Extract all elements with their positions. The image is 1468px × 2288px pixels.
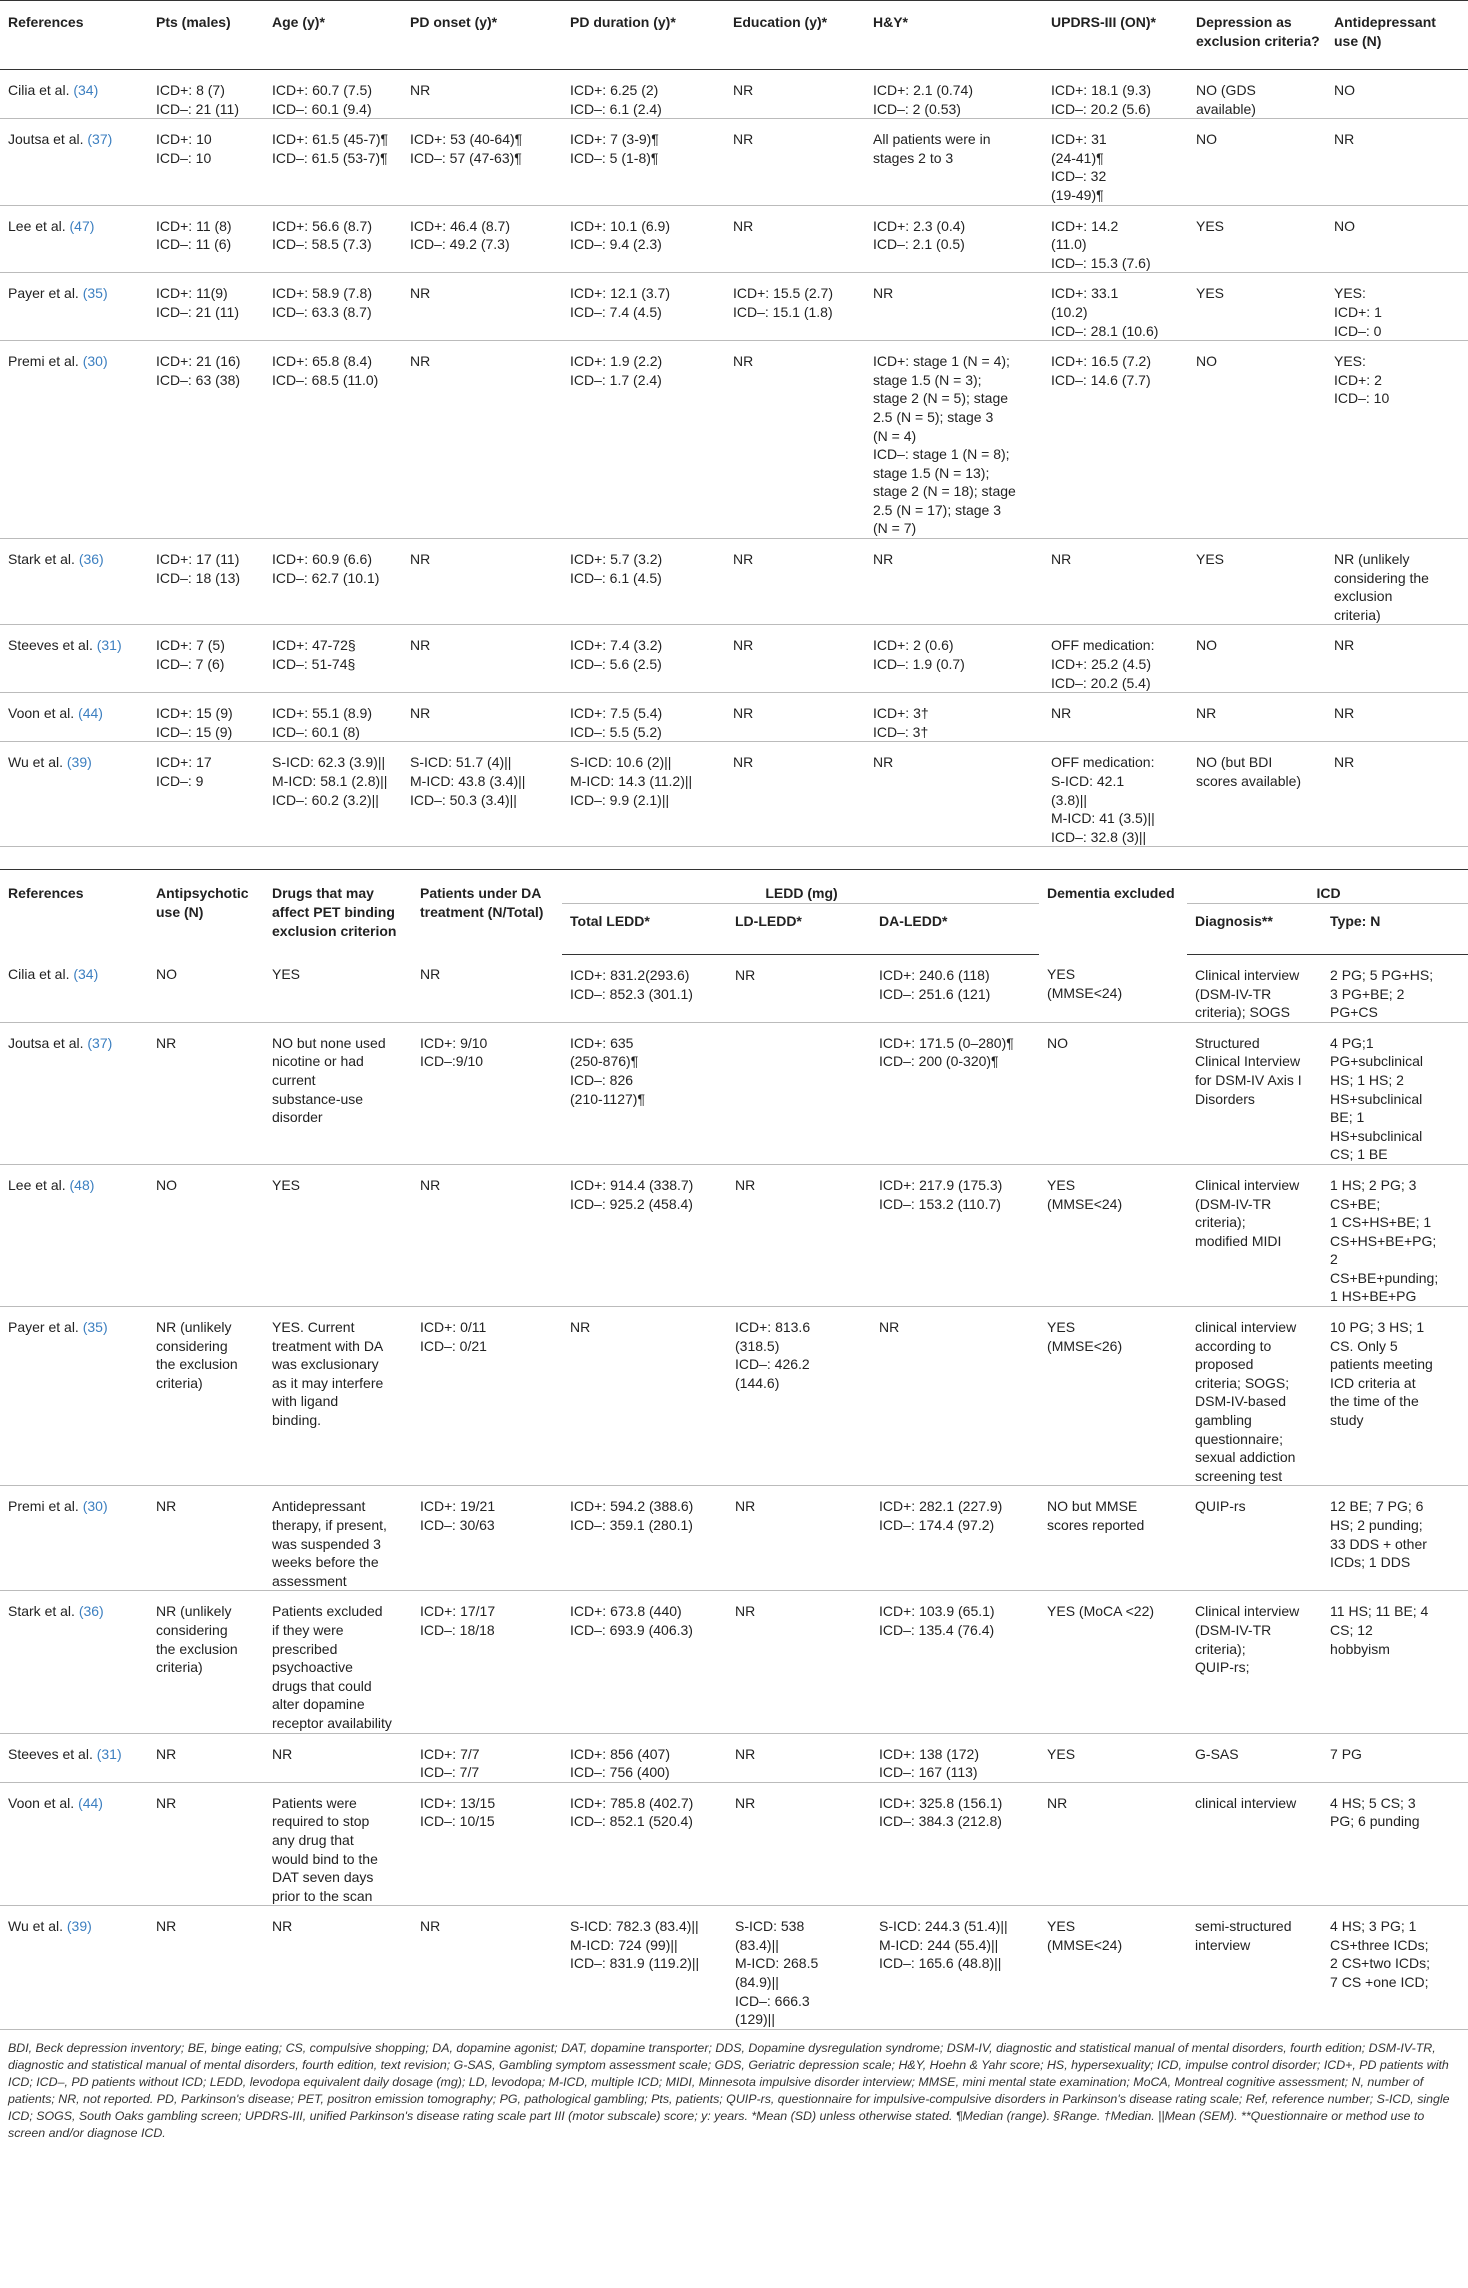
cell-reference: [0, 119, 148, 205]
col-header-total-ledd: Total LEDD*: [562, 903, 727, 954]
cell-reference: [0, 1906, 148, 2030]
cell-hy: ICD+: 2.3 (0.4) ICD–: 2.1 (0.5): [865, 205, 1043, 273]
cell-reference: [0, 205, 148, 273]
cell-antipsychotic: NR (unlikely considering the exclusion criteria): [148, 1307, 264, 1486]
cell-antipsychotic: NR: [148, 1906, 264, 2030]
table-row: [0, 119, 1468, 205]
reference-name: Lee et al.: [8, 217, 66, 234]
col-header-pd-onset: PD onset (y)*: [402, 1, 562, 70]
cell-onset: S-ICD: 51.7 (4)|| M-ICD: 43.8 (3.4)|| ICD–: 50.3 (3.4)||: [402, 742, 562, 847]
cell-updrs: NR: [1043, 693, 1188, 742]
reference-name: Cilia et al.: [8, 966, 70, 983]
cell-updrs: NR: [1043, 539, 1188, 625]
cell-drugs: NO but none used nicotine or had current substance-use disorder: [264, 1022, 412, 1164]
table-footnote: BDI, Beck depression inventory; BE, binge eating; CS, compulsive shopping; DA, dopamine agonist; DAT, dopamine transporter; DDS, Dopamine dysregulation syndrome; DSM-IV, diagnostic and statistical manual of mental disorders, fourth edition; DSM-IV-TR, diagnostic and statistical manual of mental disorders, fourth edition, text revision; G-SAS, Gambling symptom assessment scale; GDS, Geriatric depression scale; H&Y, Hoehn & Yahr score; HS, hypersexuality; ICD, impulse control disorder; ICD+, PD patients with ICD; ICD–, PD patients without ICD; LEDD, levodopa equivalent daily dosage (mg); LD, levodopa; M-ICD, multiple ICD; MIDI, Minnesota impulsive disorder interview; MMSE, mini mental state examination; MoCA, Montreal cognitive assessment; N, number of patients; NR, not reported. PD, Parkinson's disease; PET, positron emission tomography; PG, pathological gambling; Pts, patients; QUIP-rs, questionnaire for impulsive-compulsive disorders in Parkinson's disease rating scale; Ref, reference number; S-ICD, single ICD; SOGS, South Oaks gambling screen; UPDRS-III, unified Parkinson's disease rating scale part III (motor subscale) score; y: years. *Mean (SD) unless otherwise stated. ¶Median (range). §Range. †Median. ||Mean (SEM). **Questionnaire or method use to screen and/or diagnose ICD.: [8, 2040, 1450, 2140]
cell-diagnosis: clinical interview: [1187, 1782, 1322, 1906]
table-2-header-row-1: [0, 870, 1468, 904]
cell-antipsychotic: NR: [148, 1022, 264, 1164]
reference-link[interactable]: (35): [82, 1319, 108, 1336]
cell-onset: ICD+: 46.4 (8.7) ICD–: 49.2 (7.3): [402, 205, 562, 273]
reference-name: Payer et al.: [8, 1319, 79, 1336]
reference-link[interactable]: (34): [73, 966, 99, 983]
col-header-da-ledd: DA-LEDD*: [871, 903, 1039, 954]
col-header-da-treatment: Patients under DA treatment (N/Total): [412, 870, 562, 955]
table-2-treatment: [0, 869, 1468, 2029]
cell-updrs: OFF medication: ICD+: 25.2 (4.5) ICD–: 20.2 (5.4): [1043, 625, 1188, 693]
table-1-body: [0, 70, 1468, 847]
cell-diagnosis: semi-structured interview: [1187, 1906, 1322, 2030]
table-row: [0, 1782, 1468, 1906]
cell-onset: ICD+: 53 (40-64)¶ ICD–: 57 (47-63)¶: [402, 119, 562, 205]
cell-reference: [0, 273, 148, 341]
table-row: [0, 1591, 1468, 1733]
cell-antidepressant: NR: [1326, 119, 1468, 205]
cell-dementia: YES (MMSE<24): [1039, 954, 1187, 1022]
reference-name: Lee et al.: [8, 1176, 66, 1193]
cell-da-treatment: ICD+: 13/15 ICD–: 10/15: [412, 1782, 562, 1906]
reference-link[interactable]: (44): [78, 1794, 103, 1811]
cell-antipsychotic: NR: [148, 1733, 264, 1782]
cell-duration: ICD+: 7.4 (3.2) ICD–: 5.6 (2.5): [562, 625, 725, 693]
cell-antipsychotic: NR (unlikely considering the exclusion criteria): [148, 1591, 264, 1733]
table-row: [0, 693, 1468, 742]
cell-hy: ICD+: 3† ICD–: 3†: [865, 693, 1043, 742]
cell-da-treatment: ICD+: 0/11 ICD–: 0/21: [412, 1307, 562, 1486]
cell-education: ICD+: 15.5 (2.7) ICD–: 15.1 (1.8): [725, 273, 865, 341]
reference-name: Wu et al.: [8, 1918, 63, 1935]
cell-total-ledd: ICD+: 785.8 (402.7) ICD–: 852.1 (520.4): [562, 1782, 727, 1906]
cell-duration: ICD+: 1.9 (2.2) ICD–: 1.7 (2.4): [562, 341, 725, 539]
cell-antipsychotic: NR: [148, 1486, 264, 1591]
cell-updrs: ICD+: 33.1 (10.2) ICD–: 28.1 (10.6): [1043, 273, 1188, 341]
cell-reference: [0, 70, 148, 119]
reference-name: Cilia et al.: [8, 82, 70, 98]
cell-updrs: OFF medication: S-ICD: 42.1 (3.8)|| M-ICD: 41 (3.5)|| ICD–: 32.8 (3)||: [1043, 742, 1188, 847]
cell-onset: NR: [402, 273, 562, 341]
cell-da-treatment: ICD+: 9/10 ICD–:9/10: [412, 1022, 562, 1164]
col-header-diagnosis: Diagnosis**: [1187, 903, 1322, 954]
cell-onset: NR: [402, 539, 562, 625]
table-row: [0, 1733, 1468, 1782]
cell-age: ICD+: 60.7 (7.5) ICD–: 60.1 (9.4): [264, 70, 402, 119]
cell-drugs: Antidepressant therapy, if present, was suspended 3 weeks before the assessment: [264, 1486, 412, 1591]
reference-name: Joutsa et al.: [8, 1034, 84, 1051]
cell-total-ledd: ICD+: 635 (250-876)¶ ICD–: 826 (210-1127)¶: [562, 1022, 727, 1164]
reference-link[interactable]: (44): [78, 705, 103, 722]
cell-dementia: YES (MMSE<26): [1039, 1307, 1187, 1486]
cell-age: ICD+: 55.1 (8.9) ICD–: 60.1 (8): [264, 693, 402, 742]
cell-diagnosis: clinical interview according to proposed criteria; SOGS; DSM-IV-based gambling questionnaire; sexual addiction screening test: [1187, 1307, 1322, 1486]
cell-da-treatment: NR: [412, 954, 562, 1022]
col-header-age: Age (y)*: [264, 1, 402, 70]
cell-age: ICD+: 47-72§ ICD–: 51-74§: [264, 625, 402, 693]
cell-da-treatment: ICD+: 17/17 ICD–: 18/18: [412, 1591, 562, 1733]
cell-da-ledd: ICD+: 103.9 (65.1) ICD–: 135.4 (76.4): [871, 1591, 1039, 1733]
cell-pts: ICD+: 8 (7) ICD–: 21 (11): [148, 70, 264, 119]
cell-reference: [0, 1022, 148, 1164]
reference-name: Voon et al.: [8, 1794, 75, 1811]
reference-link[interactable]: (37): [87, 1034, 113, 1051]
cell-total-ledd: ICD+: 831.2(293.6) ICD–: 852.3 (301.1): [562, 954, 727, 1022]
table-2-body: [0, 954, 1468, 2029]
cell-hy: NR: [865, 539, 1043, 625]
cell-da-ledd: ICD+: 171.5 (0–280)¶ ICD–: 200 (0-320)¶: [871, 1022, 1039, 1164]
cell-diagnosis: Clinical interview (DSM-IV-TR criteria); QUIP-rs;: [1187, 1591, 1322, 1733]
cell-updrs: ICD+: 16.5 (7.2) ICD–: 14.6 (7.7): [1043, 341, 1188, 539]
table-row: [0, 1307, 1468, 1486]
cell-drugs: YES: [264, 954, 412, 1022]
cell-total-ledd: S-ICD: 782.3 (83.4)|| M-ICD: 724 (99)|| ICD–: 831.9 (119.2)||: [562, 1906, 727, 2030]
cell-antidepressant: YES: ICD+: 2 ICD–: 10: [1326, 341, 1468, 539]
reference-name: Steeves et al.: [8, 637, 93, 654]
reference-name: Premi et al.: [8, 1498, 79, 1515]
reference-name: Joutsa et al.: [8, 131, 84, 148]
cell-onset: NR: [402, 341, 562, 539]
col-header-pd-duration: PD duration (y)*: [562, 1, 725, 70]
cell-updrs: ICD+: 31 (24-41)¶ ICD–: 32 (19-49)¶: [1043, 119, 1188, 205]
cell-depression: YES: [1188, 205, 1326, 273]
cell-reference: [0, 1782, 148, 1906]
cell-education: NR: [725, 205, 865, 273]
cell-type: 1 HS; 2 PG; 3 CS+BE; 1 CS+HS+BE; 1 CS+HS+BE+PG; 2 CS+BE+punding; 1 HS+BE+PG: [1322, 1164, 1468, 1306]
cell-drugs: YES: [264, 1164, 412, 1306]
cell-da-ledd: ICD+: 325.8 (156.1) ICD–: 384.3 (212.8): [871, 1782, 1039, 1906]
cell-reference: [0, 1733, 148, 1782]
cell-reference: [0, 625, 148, 693]
reference-link[interactable]: (37): [87, 131, 113, 148]
cell-ld-ledd: NR: [727, 1733, 871, 1782]
cell-ld-ledd: NR: [727, 1486, 871, 1591]
cell-depression: NO (but BDI scores available): [1188, 742, 1326, 847]
cell-reference: [0, 742, 148, 847]
cell-hy: ICD+: 2.1 (0.74) ICD–: 2 (0.53): [865, 70, 1043, 119]
cell-age: ICD+: 60.9 (6.6) ICD–: 62.7 (10.1): [264, 539, 402, 625]
col-group-icd: ICD: [1187, 870, 1468, 904]
cell-age: ICD+: 65.8 (8.4) ICD–: 68.5 (11.0): [264, 341, 402, 539]
reference-link[interactable]: (48): [69, 1176, 95, 1193]
cell-da-treatment: NR: [412, 1906, 562, 2030]
table-row: [0, 273, 1468, 341]
cell-pts: ICD+: 7 (5) ICD–: 7 (6): [148, 625, 264, 693]
cell-ld-ledd: S-ICD: 538 (83.4)|| M-ICD: 268.5 (84.9)|| ICD–: 666.3 (129)||: [727, 1906, 871, 2030]
col-header-antipsychotic: Antipsychotic use (N): [148, 870, 264, 955]
cell-duration: S-ICD: 10.6 (2)|| M-ICD: 14.3 (11.2)|| ICD–: 9.9 (2.1)||: [562, 742, 725, 847]
cell-education: NR: [725, 742, 865, 847]
table-row: [0, 742, 1468, 847]
reference-link[interactable]: (36): [78, 551, 104, 568]
table-row: [0, 341, 1468, 539]
cell-duration: ICD+: 7 (3-9)¶ ICD–: 5 (1-8)¶: [562, 119, 725, 205]
cell-diagnosis: Clinical interview (DSM-IV-TR criteria); modified MIDI: [1187, 1164, 1322, 1306]
cell-hy: NR: [865, 273, 1043, 341]
cell-depression: NO: [1188, 625, 1326, 693]
cell-da-treatment: ICD+: 7/7 ICD–: 7/7: [412, 1733, 562, 1782]
col-header-references-2: References: [0, 870, 148, 955]
cell-duration: ICD+: 12.1 (3.7) ICD–: 7.4 (4.5): [562, 273, 725, 341]
cell-education: NR: [725, 119, 865, 205]
cell-pts: ICD+: 10 ICD–: 10: [148, 119, 264, 205]
cell-pts: ICD+: 21 (16) ICD–: 63 (38): [148, 341, 264, 539]
cell-dementia: YES (MoCA <22): [1039, 1591, 1187, 1733]
cell-diagnosis: QUIP-rs: [1187, 1486, 1322, 1591]
cell-duration: ICD+: 6.25 (2) ICD–: 6.1 (2.4): [562, 70, 725, 119]
cell-antidepressant: NO: [1326, 70, 1468, 119]
cell-da-ledd: ICD+: 240.6 (118) ICD–: 251.6 (121): [871, 954, 1039, 1022]
col-header-dementia: Dementia excluded: [1039, 870, 1187, 955]
cell-age: S-ICD: 62.3 (3.9)|| M-ICD: 58.1 (2.8)|| ICD–: 60.2 (3.2)||: [264, 742, 402, 847]
reference-link[interactable]: (39): [66, 754, 92, 771]
reference-name: Payer et al.: [8, 285, 79, 302]
cell-updrs: ICD+: 18.1 (9.3) ICD–: 20.2 (5.6): [1043, 70, 1188, 119]
cell-dementia: NO: [1039, 1022, 1187, 1164]
reference-name: Wu et al.: [8, 754, 63, 771]
cell-reference: [0, 693, 148, 742]
cell-dementia: NR: [1039, 1782, 1187, 1906]
table-row: [0, 954, 1468, 1022]
col-header-education: Education (y)*: [725, 1, 865, 70]
cell-education: NR: [725, 70, 865, 119]
col-header-pts: Pts (males): [148, 1, 264, 70]
cell-type: 4 HS; 3 PG; 1 CS+three ICDs; 2 CS+two ICDs; 7 CS +one ICD;: [1322, 1906, 1468, 2030]
cell-antidepressant: NO: [1326, 205, 1468, 273]
reference-link[interactable]: (30): [82, 353, 108, 370]
cell-antipsychotic: NO: [148, 954, 264, 1022]
cell-type: 12 BE; 7 PG; 6 HS; 2 punding; 33 DDS + other ICDs; 1 DDS: [1322, 1486, 1468, 1591]
col-header-depression: Depression as exclusion criteria?: [1188, 1, 1326, 70]
cell-duration: ICD+: 5.7 (3.2) ICD–: 6.1 (4.5): [562, 539, 725, 625]
table-row: [0, 625, 1468, 693]
cell-depression: YES: [1188, 539, 1326, 625]
cell-total-ledd: ICD+: 594.2 (388.6) ICD–: 359.1 (280.1): [562, 1486, 727, 1591]
cell-hy: All patients were in stages 2 to 3: [865, 119, 1043, 205]
cell-hy: ICD+: stage 1 (N = 4); stage 1.5 (N = 3); stage 2 (N = 5); stage 2.5 (N = 5); stage 3 (N = 4) ICD–: stage 1 (N = 8); stage 1.5 (N = 13); stage 2 (N = 18); stage 2.5 (N = 17); stage 3 (N = 7): [865, 341, 1043, 539]
cell-dementia: YES (MMSE<24): [1039, 1164, 1187, 1306]
cell-onset: NR: [402, 70, 562, 119]
col-header-references: References: [0, 1, 148, 70]
cell-dementia: YES: [1039, 1733, 1187, 1782]
reference-link[interactable]: (39): [66, 1918, 92, 1935]
cell-antipsychotic: NR: [148, 1782, 264, 1906]
cell-age: ICD+: 56.6 (8.7) ICD–: 58.5 (7.3): [264, 205, 402, 273]
col-group-ledd: LEDD (mg): [562, 870, 1039, 904]
cell-total-ledd: ICD+: 673.8 (440) ICD–: 693.9 (406.3): [562, 1591, 727, 1733]
cell-da-treatment: NR: [412, 1164, 562, 1306]
cell-ld-ledd: NR: [727, 1782, 871, 1906]
reference-name: Voon et al.: [8, 705, 75, 722]
cell-hy: ICD+: 2 (0.6) ICD–: 1.9 (0.7): [865, 625, 1043, 693]
col-header-ld-ledd: LD-LEDD*: [727, 903, 871, 954]
cell-dementia: YES (MMSE<24): [1039, 1906, 1187, 2030]
table-row: [0, 1906, 1468, 2030]
cell-reference: [0, 954, 148, 1022]
table-1-header-row: [0, 1, 1468, 70]
reference-link[interactable]: (34): [73, 82, 99, 98]
cell-education: NR: [725, 625, 865, 693]
table-row: [0, 1164, 1468, 1306]
cell-da-treatment: ICD+: 19/21 ICD–: 30/63: [412, 1486, 562, 1591]
cell-reference: [0, 341, 148, 539]
cell-type: 4 HS; 5 CS; 3 PG; 6 punding: [1322, 1782, 1468, 1906]
table-row: [0, 1486, 1468, 1591]
cell-updrs: ICD+: 14.2 (11.0) ICD–: 15.3 (7.6): [1043, 205, 1188, 273]
reference-name: Stark et al.: [8, 551, 75, 568]
cell-antidepressant: YES: ICD+: 1 ICD–: 0: [1326, 273, 1468, 341]
cell-drugs: Patients excluded if they were prescribed psychoactive drugs that could alter dopamine receptor availability: [264, 1591, 412, 1733]
cell-ld-ledd: NR: [727, 1591, 871, 1733]
cell-da-ledd: ICD+: 217.9 (175.3) ICD–: 153.2 (110.7): [871, 1164, 1039, 1306]
cell-ld-ledd: NR: [727, 954, 871, 1022]
cell-total-ledd: ICD+: 914.4 (338.7) ICD–: 925.2 (458.4): [562, 1164, 727, 1306]
cell-total-ledd: ICD+: 856 (407) ICD–: 756 (400): [562, 1733, 727, 1782]
cell-onset: NR: [402, 693, 562, 742]
cell-pts: ICD+: 11 (8) ICD–: 11 (6): [148, 205, 264, 273]
cell-antidepressant: NR: [1326, 742, 1468, 847]
reference-name: Stark et al.: [8, 1603, 75, 1620]
cell-depression: YES: [1188, 273, 1326, 341]
cell-age: ICD+: 58.9 (7.8) ICD–: 63.3 (8.7): [264, 273, 402, 341]
cell-diagnosis: Clinical interview (DSM-IV-TR criteria); SOGS: [1187, 954, 1322, 1022]
cell-age: ICD+: 61.5 (45-7)¶ ICD–: 61.5 (53-7)¶: [264, 119, 402, 205]
cell-depression: NO: [1188, 119, 1326, 205]
cell-duration: ICD+: 7.5 (5.4) ICD–: 5.5 (5.2): [562, 693, 725, 742]
cell-reference: [0, 1307, 148, 1486]
col-header-updrs: UPDRS-III (ON)*: [1043, 1, 1188, 70]
cell-dementia: NO but MMSE scores reported: [1039, 1486, 1187, 1591]
cell-ld-ledd: [727, 1022, 871, 1164]
cell-antidepressant: NR: [1326, 625, 1468, 693]
cell-type: 7 PG: [1322, 1733, 1468, 1782]
col-header-antidepressant: Antidepressant use (N): [1326, 1, 1468, 70]
cell-duration: ICD+: 10.1 (6.9) ICD–: 9.4 (2.3): [562, 205, 725, 273]
cell-drugs: NR: [264, 1906, 412, 2030]
reference-link[interactable]: (35): [82, 285, 108, 302]
cell-reference: [0, 1591, 148, 1733]
cell-depression: NO (GDS available): [1188, 70, 1326, 119]
cell-type: 2 PG; 5 PG+HS; 3 PG+BE; 2 PG+CS: [1322, 954, 1468, 1022]
cell-antipsychotic: NO: [148, 1164, 264, 1306]
reference-name: Premi et al.: [8, 353, 79, 370]
cell-type: 11 HS; 11 BE; 4 CS; 12 hobbyism: [1322, 1591, 1468, 1733]
cell-reference: [0, 539, 148, 625]
reference-link[interactable]: (30): [82, 1498, 108, 1515]
cell-education: NR: [725, 539, 865, 625]
cell-pts: ICD+: 15 (9) ICD–: 15 (9): [148, 693, 264, 742]
cell-education: NR: [725, 341, 865, 539]
cell-type: 10 PG; 3 HS; 1 CS. Only 5 patients meeting ICD criteria at the time of the study: [1322, 1307, 1468, 1486]
cell-reference: [0, 1486, 148, 1591]
col-header-drugs-pet: Drugs that may affect PET binding exclusion criterion: [264, 870, 412, 955]
cell-da-ledd: NR: [871, 1307, 1039, 1486]
cell-drugs: NR: [264, 1733, 412, 1782]
cell-antidepressant: NR (unlikely considering the exclusion criteria): [1326, 539, 1468, 625]
cell-drugs: YES. Current treatment with DA was exclusionary as it may interfere with ligand binding.: [264, 1307, 412, 1486]
cell-drugs: Patients were required to stop any drug that would bind to the DAT seven days prior to the scan: [264, 1782, 412, 1906]
reference-link[interactable]: (47): [69, 217, 95, 234]
cell-type: 4 PG;1 PG+subclinical HS; 1 HS; 2 HS+subclinical BE; 1 HS+subclinical CS; 1 BE: [1322, 1022, 1468, 1164]
cell-antidepressant: NR: [1326, 693, 1468, 742]
reference-link[interactable]: (36): [78, 1603, 104, 1620]
cell-depression: NR: [1188, 693, 1326, 742]
table-1-demographics: [0, 0, 1468, 847]
cell-pts: ICD+: 11(9) ICD–: 21 (11): [148, 273, 264, 341]
cell-depression: NO: [1188, 341, 1326, 539]
col-header-type: Type: N: [1322, 903, 1468, 954]
table-row: [0, 1022, 1468, 1164]
cell-onset: NR: [402, 625, 562, 693]
cell-da-ledd: S-ICD: 244.3 (51.4)|| M-ICD: 244 (55.4)|| ICD–: 165.6 (48.8)||: [871, 1906, 1039, 2030]
cell-diagnosis: G-SAS: [1187, 1733, 1322, 1782]
cell-total-ledd: NR: [562, 1307, 727, 1486]
cell-ld-ledd: NR: [727, 1164, 871, 1306]
table-row: [0, 539, 1468, 625]
cell-pts: ICD+: 17 (11) ICD–: 18 (13): [148, 539, 264, 625]
reference-link[interactable]: (31): [96, 1745, 122, 1762]
table-row: [0, 70, 1468, 119]
cell-da-ledd: ICD+: 138 (172) ICD–: 167 (113): [871, 1733, 1039, 1782]
table-row: [0, 205, 1468, 273]
cell-education: NR: [725, 693, 865, 742]
cell-hy: NR: [865, 742, 1043, 847]
cell-reference: [0, 1164, 148, 1306]
reference-link[interactable]: (31): [96, 637, 122, 654]
cell-diagnosis: Structured Clinical Interview for DSM-IV Axis I Disorders: [1187, 1022, 1322, 1164]
reference-name: Steeves et al.: [8, 1745, 93, 1762]
cell-ld-ledd: ICD+: 813.6 (318.5) ICD–: 426.2 (144.6): [727, 1307, 871, 1486]
col-header-hy: H&Y*: [865, 1, 1043, 70]
cell-da-ledd: ICD+: 282.1 (227.9) ICD–: 174.4 (97.2): [871, 1486, 1039, 1591]
cell-pts: ICD+: 17 ICD–: 9: [148, 742, 264, 847]
